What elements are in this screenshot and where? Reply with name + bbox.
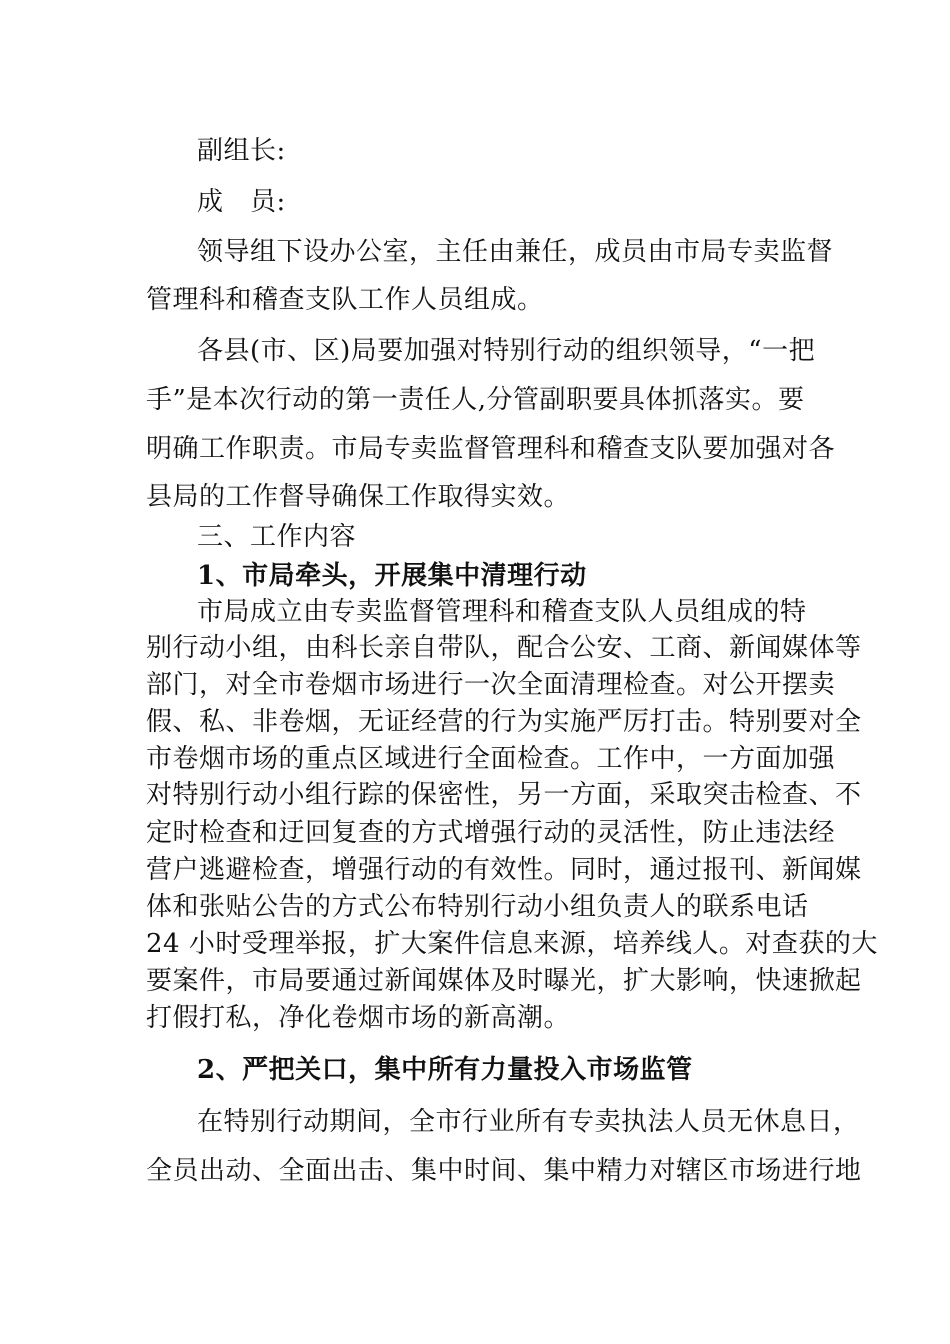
paragraph-line: 领导组下设办公室，主任由兼任，成员由市局专卖监督 — [197, 237, 834, 267]
paragraph-line: 别行动小组，由科长亲自带队，配合公安、工商、新闻媒体等 — [146, 633, 862, 663]
paragraph-line: 市卷烟市场的重点区域进行全面检查。工作中，一方面加强 — [146, 744, 836, 774]
paragraph-line: 要案件，市局要通过新闻媒体及时曝光，扩大影响，快速掀起 — [146, 966, 862, 996]
subsection-heading: 2、严把关口，集中所有力量投入市场监管 — [197, 1055, 693, 1085]
paragraph-line: 定时检查和迂回复查的方式增强行动的灵活性，防止违法经 — [146, 818, 836, 848]
paragraph-line: 全员出动、全面出击、集中时间、集中精力对辖区市场进行地 — [146, 1156, 862, 1186]
paragraph-line: 市局成立由专卖监督管理科和稽查支队人员组成的特 — [197, 597, 807, 627]
subsection-heading: 1、市局牵头，开展集中清理行动 — [197, 561, 587, 591]
paragraph-line: 部门，对全市卷烟市场进行一次全面清理检查。对公开摆卖 — [146, 670, 836, 700]
paragraph-line: 24 小时受理举报，扩大案件信息来源，培养线人。对查获的大 — [146, 929, 878, 959]
paragraph-line: 在特别行动期间，全市行业所有专卖执法人员无休息日， — [197, 1107, 860, 1137]
paragraph-line: 体和张贴公告的方式公布特别行动小组负责人的联系电话 — [146, 892, 809, 922]
paragraph-line: 明确工作职责。市局专卖监督管理科和稽查支队要加强对各 — [146, 434, 836, 464]
paragraph-line: 假、私、非卷烟，无证经营的行为实施严厉打击。特别要对全 — [146, 707, 862, 737]
text-line-vice-leader: 副组长: — [197, 136, 286, 166]
paragraph-line: 营户逃避检查，增强行动的有效性。同时，通过报刊、新闻媒 — [146, 855, 862, 885]
text-line-members: 成 员: — [197, 187, 286, 217]
paragraph-line: 打假打私，净化卷烟市场的新高潮。 — [146, 1003, 571, 1033]
paragraph-line: 县局的工作督导确保工作取得实效。 — [146, 482, 571, 512]
paragraph-line: 手”是本次行动的第一责任人,分管副职要具体抓落实。要 — [146, 385, 805, 415]
section-heading: 三、工作内容 — [197, 522, 357, 552]
paragraph-line: 各县(市、区)局要加强对特别行动的组织领导，“一把 — [197, 336, 816, 366]
paragraph-line: 管理科和稽查支队工作人员组成。 — [146, 285, 544, 315]
paragraph-line: 对特别行动小组行踪的保密性，另一方面，采取突击检查、不 — [146, 780, 862, 810]
